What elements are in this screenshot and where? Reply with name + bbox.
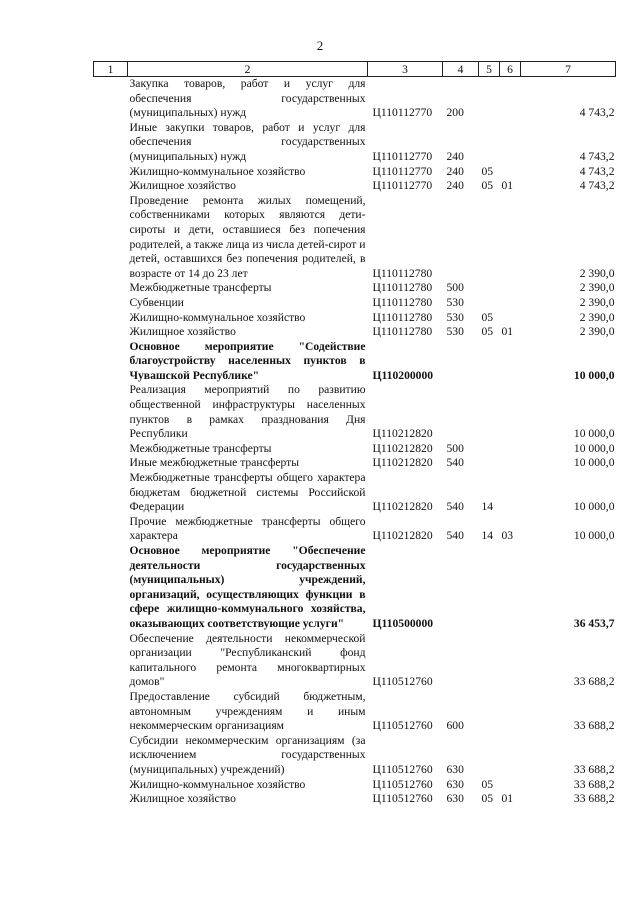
cell-subsection — [500, 442, 521, 457]
cell-spacer — [94, 792, 128, 807]
cell-amount: 4 743,2 — [579, 179, 615, 193]
cell-subsection: 01 — [501, 179, 514, 193]
cell-section — [479, 632, 500, 690]
cell-amount: 33 688,2 — [573, 762, 615, 776]
cell-section — [479, 383, 500, 441]
table-row — [94, 296, 616, 311]
table-row — [94, 690, 616, 734]
cell-expense-type — [443, 383, 479, 441]
cell-name: Предоставление субсидий бюджетным, автономным учреждениям и иным некоммерческим организациям — [129, 689, 366, 733]
cell-section — [479, 456, 500, 471]
table-row — [94, 179, 616, 194]
cell-name: Проведение ремонта жилых помещений, собственниками которых являются дети-сироты и дети, оставшиеся без попечения родителей, а также лица из числа детей-сирот и детей, оставшихся без попечения родителей, в возрасте от 14 до 23 лет — [129, 193, 366, 280]
cell-subsection — [500, 194, 521, 282]
cell-name: Жилищно-коммунальное хозяйство — [129, 777, 306, 791]
cell-spacer — [94, 515, 128, 544]
table-row — [94, 456, 616, 471]
table-row — [94, 471, 616, 515]
cell-spacer — [94, 734, 128, 778]
cell-spacer — [94, 194, 128, 282]
cell-subsection — [500, 121, 521, 165]
cell-subsection — [500, 471, 521, 515]
cell-expense-type: 240 — [446, 164, 464, 178]
header-col-4: 4 — [443, 62, 479, 77]
cell-code: Ц110512760 — [372, 762, 433, 776]
cell-expense-type: 240 — [446, 179, 464, 193]
cell-code: Ц110512760 — [372, 719, 433, 733]
cell-section: 05 — [481, 179, 494, 193]
cell-expense-type: 530 — [446, 310, 464, 324]
cell-code: Ц110512760 — [372, 792, 433, 806]
cell-subsection — [500, 632, 521, 690]
cell-subsection: 03 — [501, 529, 514, 543]
table-row — [94, 325, 616, 340]
cell-spacer — [94, 179, 128, 194]
cell-code: Ц110512760 — [372, 675, 433, 689]
cell-spacer — [94, 121, 128, 165]
cell-section — [479, 734, 500, 778]
cell-subsection — [500, 296, 521, 311]
table-row — [94, 632, 616, 690]
cell-spacer — [94, 311, 128, 326]
cell-section: 05 — [481, 777, 494, 791]
cell-code: Ц110112780 — [372, 310, 433, 324]
cell-expense-type: 630 — [446, 792, 464, 806]
cell-spacer — [94, 442, 128, 457]
cell-section — [479, 281, 500, 296]
cell-amount: 4 743,2 — [579, 164, 615, 178]
cell-code: Ц110112770 — [372, 179, 433, 193]
cell-amount: 10 000,0 — [573, 368, 615, 382]
cell-section — [479, 296, 500, 311]
cell-expense-type — [443, 544, 479, 632]
cell-expense-type: 500 — [446, 281, 464, 295]
cell-subsection — [500, 544, 521, 632]
budget-table — [93, 61, 616, 807]
cell-subsection — [500, 77, 521, 121]
table-row — [94, 165, 616, 180]
cell-name: Межбюджетные трансферты — [129, 281, 272, 295]
cell-expense-type: 530 — [446, 325, 464, 339]
cell-section — [479, 442, 500, 457]
cell-code: Ц110112770 — [372, 106, 433, 120]
table-row — [94, 281, 616, 296]
table-row — [94, 544, 616, 632]
cell-expense-type — [443, 194, 479, 282]
cell-name: Основное мероприятие "Содействие благоустройству населенных пунктов в Чувашской Республике" — [129, 339, 366, 382]
cell-subsection — [500, 165, 521, 180]
cell-amount: 10 000,0 — [573, 456, 615, 470]
table-row — [94, 442, 616, 457]
cell-section — [479, 544, 500, 632]
cell-spacer — [94, 165, 128, 180]
cell-amount: 2 390,0 — [579, 295, 615, 309]
cell-spacer — [94, 690, 128, 734]
cell-section — [479, 121, 500, 165]
cell-amount: 36 453,7 — [573, 616, 615, 630]
cell-expense-type — [443, 632, 479, 690]
cell-code: Ц110112780 — [372, 266, 433, 280]
cell-expense-type: 630 — [446, 777, 464, 791]
cell-name: Межбюджетные трансферты — [129, 441, 272, 455]
cell-amount: 4 743,2 — [579, 149, 615, 163]
page-number: 2 — [316, 38, 324, 53]
cell-expense-type: 600 — [446, 719, 464, 733]
cell-code: Ц110212820 — [372, 441, 433, 455]
cell-expense-type: 630 — [446, 762, 464, 776]
cell-code: Ц110212820 — [372, 529, 433, 543]
cell-subsection: 01 — [501, 325, 514, 339]
cell-section: 05 — [481, 310, 494, 324]
header-col-5: 5 — [479, 62, 500, 77]
cell-amount: 4 743,2 — [579, 106, 615, 120]
cell-amount: 2 390,0 — [579, 281, 615, 295]
cell-expense-type — [443, 340, 479, 384]
table-row — [94, 77, 616, 121]
header-col-3: 3 — [368, 62, 443, 77]
header-col-6: 6 — [500, 62, 521, 77]
cell-spacer — [94, 778, 128, 793]
cell-code: Ц110212820 — [372, 456, 433, 470]
table-row — [94, 311, 616, 326]
table-row — [94, 383, 616, 441]
cell-subsection — [500, 734, 521, 778]
cell-subsection — [500, 778, 521, 793]
cell-code: Ц110512760 — [372, 777, 433, 791]
cell-expense-type: 540 — [446, 500, 464, 514]
cell-expense-type: 500 — [446, 441, 464, 455]
cell-spacer — [94, 77, 128, 121]
cell-name: Межбюджетные трансферты общего характера бюджетам бюджетной системы Российской Федерации — [129, 471, 366, 514]
cell-subsection: 01 — [501, 792, 514, 806]
table-row — [94, 515, 616, 544]
cell-section — [479, 340, 500, 384]
cell-name: Иные закупки товаров, работ и услуг для обеспечения государственных (муниципальных) нужд — [129, 120, 366, 163]
table-row — [94, 778, 616, 793]
cell-subsection — [500, 311, 521, 326]
cell-spacer — [94, 544, 128, 632]
cell-section: 14 — [481, 500, 494, 514]
cell-name: Субсидии некоммерческим организациям (за исключением государственных (муниципальных) учреждений) — [129, 733, 366, 776]
table-row — [94, 121, 616, 165]
cell-code: Ц110112780 — [372, 325, 433, 339]
cell-code: Ц110500000 — [372, 616, 434, 630]
cell-name: Обеспечение деятельности некоммерческой организации "Республиканский фонд капитального ремонта многоквартирных домов" — [129, 631, 366, 689]
cell-expense-type: 540 — [446, 456, 464, 470]
cell-name: Иные межбюджетные трансферты — [129, 456, 300, 470]
cell-subsection — [500, 383, 521, 441]
cell-code: Ц110112770 — [372, 164, 433, 178]
table-row — [94, 792, 616, 807]
cell-spacer — [94, 456, 128, 471]
cell-amount: 10 000,0 — [573, 427, 615, 441]
cell-amount: 10 000,0 — [573, 441, 615, 455]
cell-amount: 33 688,2 — [573, 719, 615, 733]
cell-expense-type: 200 — [446, 106, 464, 120]
table-row — [94, 194, 616, 282]
cell-name: Реализация мероприятий по развитию общественной инфраструктуры населенных пунктов в рамках празднования Дня Республики — [129, 383, 366, 441]
cell-section — [479, 690, 500, 734]
cell-amount: 33 688,2 — [573, 675, 615, 689]
cell-amount: 2 390,0 — [579, 310, 615, 324]
cell-amount: 10 000,0 — [573, 529, 615, 543]
cell-amount: 33 688,2 — [573, 777, 615, 791]
cell-section: 05 — [481, 325, 494, 339]
cell-amount: 2 390,0 — [579, 325, 615, 339]
cell-section — [479, 194, 500, 282]
table-row — [94, 340, 616, 384]
cell-spacer — [94, 281, 128, 296]
cell-subsection — [500, 690, 521, 734]
cell-name: Жилищно-коммунальное хозяйство — [129, 164, 306, 178]
cell-amount: 33 688,2 — [573, 792, 615, 806]
cell-name: Основное мероприятие "Обеспечение деятельности государственных (муниципальных) учреждений, организаций, осуществляющих функции в сфере жилищно-коммунального хозяйства, оказывающих соответствующие услуги" — [129, 544, 366, 630]
cell-section — [479, 77, 500, 121]
table-row — [94, 734, 616, 778]
cell-spacer — [94, 383, 128, 441]
cell-code: Ц110212820 — [372, 427, 433, 441]
header-col-1: 1 — [94, 62, 128, 77]
cell-spacer — [94, 340, 128, 384]
cell-name: Жилищное хозяйство — [129, 325, 236, 339]
cell-subsection — [500, 281, 521, 296]
cell-code: Ц110212820 — [372, 500, 433, 514]
cell-amount: 10 000,0 — [573, 500, 615, 514]
table-header — [94, 62, 616, 77]
table-body — [94, 77, 616, 807]
cell-expense-type: 530 — [446, 295, 464, 309]
cell-name: Жилищное хозяйство — [129, 792, 236, 806]
cell-subsection — [500, 340, 521, 384]
cell-code: Ц110200000 — [372, 368, 434, 382]
cell-section: 05 — [481, 164, 494, 178]
cell-name: Закупка товаров, работ и услуг для обеспечения государственных (муниципальных) нужд — [129, 77, 366, 120]
cell-spacer — [94, 471, 128, 515]
cell-name: Жилищное хозяйство — [129, 179, 236, 193]
cell-code: Ц110112780 — [372, 281, 433, 295]
cell-amount: 2 390,0 — [579, 266, 615, 280]
cell-name: Жилищно-коммунальное хозяйство — [129, 310, 306, 324]
header-col-7: 7 — [521, 62, 616, 77]
cell-expense-type: 540 — [446, 529, 464, 543]
header-row — [94, 62, 616, 77]
cell-spacer — [94, 296, 128, 311]
header-col-2: 2 — [128, 62, 368, 77]
cell-section: 14 — [481, 529, 494, 543]
cell-expense-type: 240 — [446, 149, 464, 163]
cell-spacer — [94, 325, 128, 340]
cell-spacer — [94, 632, 128, 690]
cell-section: 05 — [481, 792, 494, 806]
cell-name: Субвенции — [129, 295, 184, 309]
cell-name: Прочие межбюджетные трансферты общего характера — [129, 514, 366, 543]
cell-code: Ц110112770 — [372, 149, 433, 163]
cell-subsection — [500, 456, 521, 471]
cell-code: Ц110112780 — [372, 295, 433, 309]
